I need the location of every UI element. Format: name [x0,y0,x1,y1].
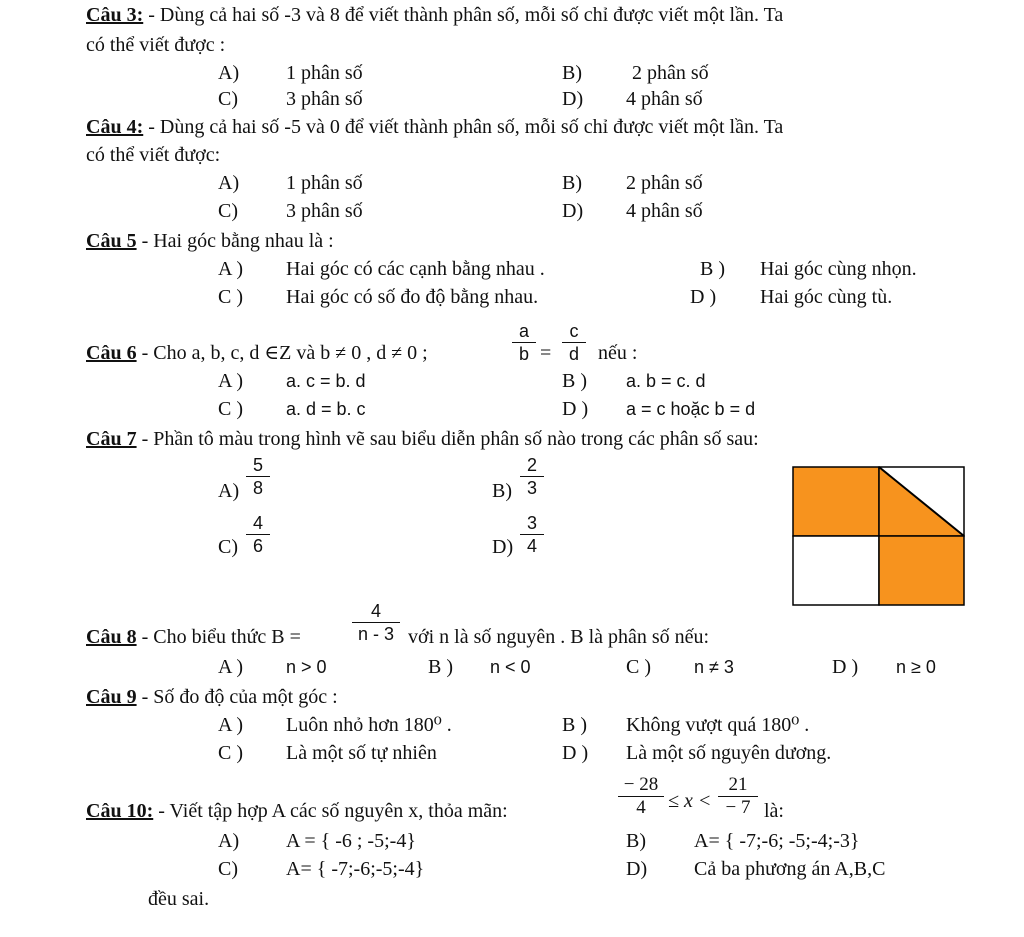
q7-option-c-label: C) [218,536,238,558]
question-8-text: - Cho biểu thức B = [136,626,301,648]
q10-option-b-text: A= { -7;-6; -5;-4;-3} [694,830,860,852]
q7-option-b-label: B) [492,480,512,502]
question-10-label: Câu 10: [86,800,154,822]
q6-frac1-numerator: a [512,320,536,343]
question-5-text: - Hai góc bằng nhau là : [136,230,334,252]
fig-bottom-left-empty [793,536,879,605]
question-5-stem [86,230,334,252]
q5-option-a-text: Hai góc có các cạnh bằng nhau . [286,258,545,280]
q10-frac1-numerator: − 28 [618,774,664,797]
q3-option-b-text: 2 phân số [632,62,709,84]
q6-suffix: nếu : [598,342,638,364]
q7-d-numerator: 3 [520,512,544,535]
q8-option-d-text: n ≥ 0 [896,657,936,677]
q10-fraction-1 [618,774,664,819]
q5-option-b-label: B ) [700,258,725,280]
question-9-text: - Số đo độ của một góc : [136,686,338,708]
q8-fraction [352,600,400,645]
q6-fraction-c-d [562,320,586,365]
q8-option-d-label: D ) [832,656,859,678]
q4-option-b-label: B) [562,172,582,194]
q6-option-d-text: a = c hoặc b = d [626,399,756,419]
q7-shaded-square-figure [792,466,966,606]
question-4-label: Câu 4: [86,116,144,138]
q10-frac2-denominator: − 7 [725,797,751,818]
question-3-text: - Dùng cả hai số -3 và 8 để viết thành phân số, mỗi số chỉ được viết một lần. Ta [143,4,784,26]
q7-option-a-label: A) [218,480,240,502]
q4-option-c-text: 3 phân số [286,200,363,222]
q10-option-d-label: D) [626,858,648,880]
q9-option-c-label: C ) [218,742,243,764]
question-8-stem [86,626,301,648]
q9-option-a-text: Luôn nhỏ hơn 180⁰ . [286,714,452,736]
question-9-label: Câu 9 [86,686,137,708]
question-4-text-cont: có thể viết được: [86,144,221,166]
q10-suffix: là: [764,800,784,822]
q4-option-a-label: A) [218,172,240,194]
q5-option-b-text: Hai góc cùng nhọn. [760,258,917,280]
q4-option-a-text: 1 phân số [286,172,363,194]
q4-option-d-label: D) [562,200,584,222]
q5-option-c-label: C ) [218,286,243,308]
q7-option-a-fraction [246,454,270,499]
q7-option-d-label: D) [492,536,514,558]
q4-option-c-label: C) [218,200,238,222]
q4-option-d-text: 4 phân số [626,200,703,222]
q7-c-denominator: 6 [252,536,263,556]
question-3-stem [86,4,783,26]
q6-option-a-text: a. c = b. d [286,371,366,391]
question-10-text: - Viết tập hợp A các số nguyên x, thỏa mãn: [153,800,508,822]
q3-option-b-label: B) [562,62,582,84]
q6-frac2-numerator: c [562,320,586,343]
q10-option-c-label: C) [218,858,238,880]
question-6-stem [86,342,428,364]
question-7-text: - Phần tô màu trong hình vẽ sau biểu diễn phân số nào trong các phân số sau: [136,428,759,450]
question-6-text: - Cho a, b, c, d ∈Z và b ≠ 0 , d ≠ 0 ; [141,342,428,364]
q6-frac1-denominator: b [518,344,529,364]
question-5-label: Câu 5 [86,230,137,252]
q3-option-d-text: 4 phân số [626,88,703,110]
q7-b-numerator: 2 [520,454,544,477]
q9-option-c-text: Là một số tự nhiên [286,742,437,764]
q6-option-b-text: a. b = c. d [626,371,706,391]
q5-option-d-text: Hai góc cùng tù. [760,286,893,308]
q8-denominator: n - 3 [357,624,395,644]
q3-option-a-label: A) [218,62,240,84]
q8-option-c-text: n ≠ 3 [694,657,734,677]
fig-top-left-filled [793,467,879,536]
q7-d-denominator: 4 [526,536,537,556]
q6-fraction-a-b [512,320,536,365]
q8-option-b-text: n < 0 [490,657,531,677]
q8-suffix: với n là số nguyên . B là phân số nếu: [408,626,710,648]
q6-equals: = [540,342,552,364]
q3-option-a-text: 1 phân số [286,62,363,84]
q6-option-c-label: C ) [218,398,243,420]
q8-option-a-text: n > 0 [286,657,327,677]
question-3-label: Câu 3: [86,4,144,26]
q4-option-b-text: 2 phân số [626,172,703,194]
q9-option-b-label: B ) [562,714,587,736]
q7-a-denominator: 8 [252,478,263,498]
q7-option-d-fraction [520,512,544,557]
q6-frac2-denominator: d [568,344,579,364]
question-10-stem [86,800,508,822]
q5-option-a-label: A ) [218,258,243,280]
q10-option-c-text: A= { -7;-6;-5;-4} [286,858,425,880]
q6-option-c-text: a. d = b. c [286,399,366,419]
q10-option-d-text: Cả ba phương án A,B,C [694,858,886,880]
q3-option-c-text: 3 phân số [286,88,363,110]
question-3-text-cont: có thể viết được : [86,34,226,56]
q3-option-d-label: D) [562,88,584,110]
q7-option-c-fraction [246,512,270,557]
q7-c-numerator: 4 [246,512,270,535]
q7-b-denominator: 3 [526,478,537,498]
fig-bottom-right-filled [879,536,964,605]
q10-option-d-text-cont: đều sai. [148,888,210,910]
q5-option-c-text: Hai góc có số đo độ bằng nhau. [286,286,539,308]
q10-frac2-numerator: 21 [718,774,758,797]
q10-inequality: ≤ x < [668,790,712,812]
q8-option-b-label: B ) [428,656,453,678]
q8-option-c-label: C ) [626,656,651,678]
q3-option-c-label: C) [218,88,238,110]
q9-option-d-text: Là một số nguyên dương. [626,742,832,764]
question-8-label: Câu 8 [86,626,137,648]
q7-a-numerator: 5 [246,454,270,477]
question-6-label: Câu 6 [86,342,137,364]
q6-option-b-label: B ) [562,370,587,392]
question-9-stem [86,686,338,708]
q9-option-d-label: D ) [562,742,589,764]
q10-frac1-denominator: 4 [636,797,646,818]
q8-numerator: 4 [352,600,400,623]
q8-option-a-label: A ) [218,656,243,678]
q10-option-b-label: B) [626,830,646,852]
q9-option-b-text: Không vượt quá 180⁰ . [626,714,810,736]
q7-option-b-fraction [520,454,544,499]
q6-option-d-label: D ) [562,398,589,420]
question-4-stem [86,116,783,138]
q9-option-a-label: A ) [218,714,243,736]
q5-option-d-label: D ) [690,286,717,308]
q10-option-a-text: A = { -6 ; -5;-4} [286,830,416,852]
q10-option-a-label: A) [218,830,240,852]
question-7-stem [86,428,759,450]
question-7-label: Câu 7 [86,428,137,450]
question-4-text: - Dùng cả hai số -5 và 0 để viết thành phân số, mỗi số chỉ được viết một lần. Ta [143,116,784,138]
q6-option-a-label: A ) [218,370,243,392]
q10-fraction-2 [718,774,758,819]
